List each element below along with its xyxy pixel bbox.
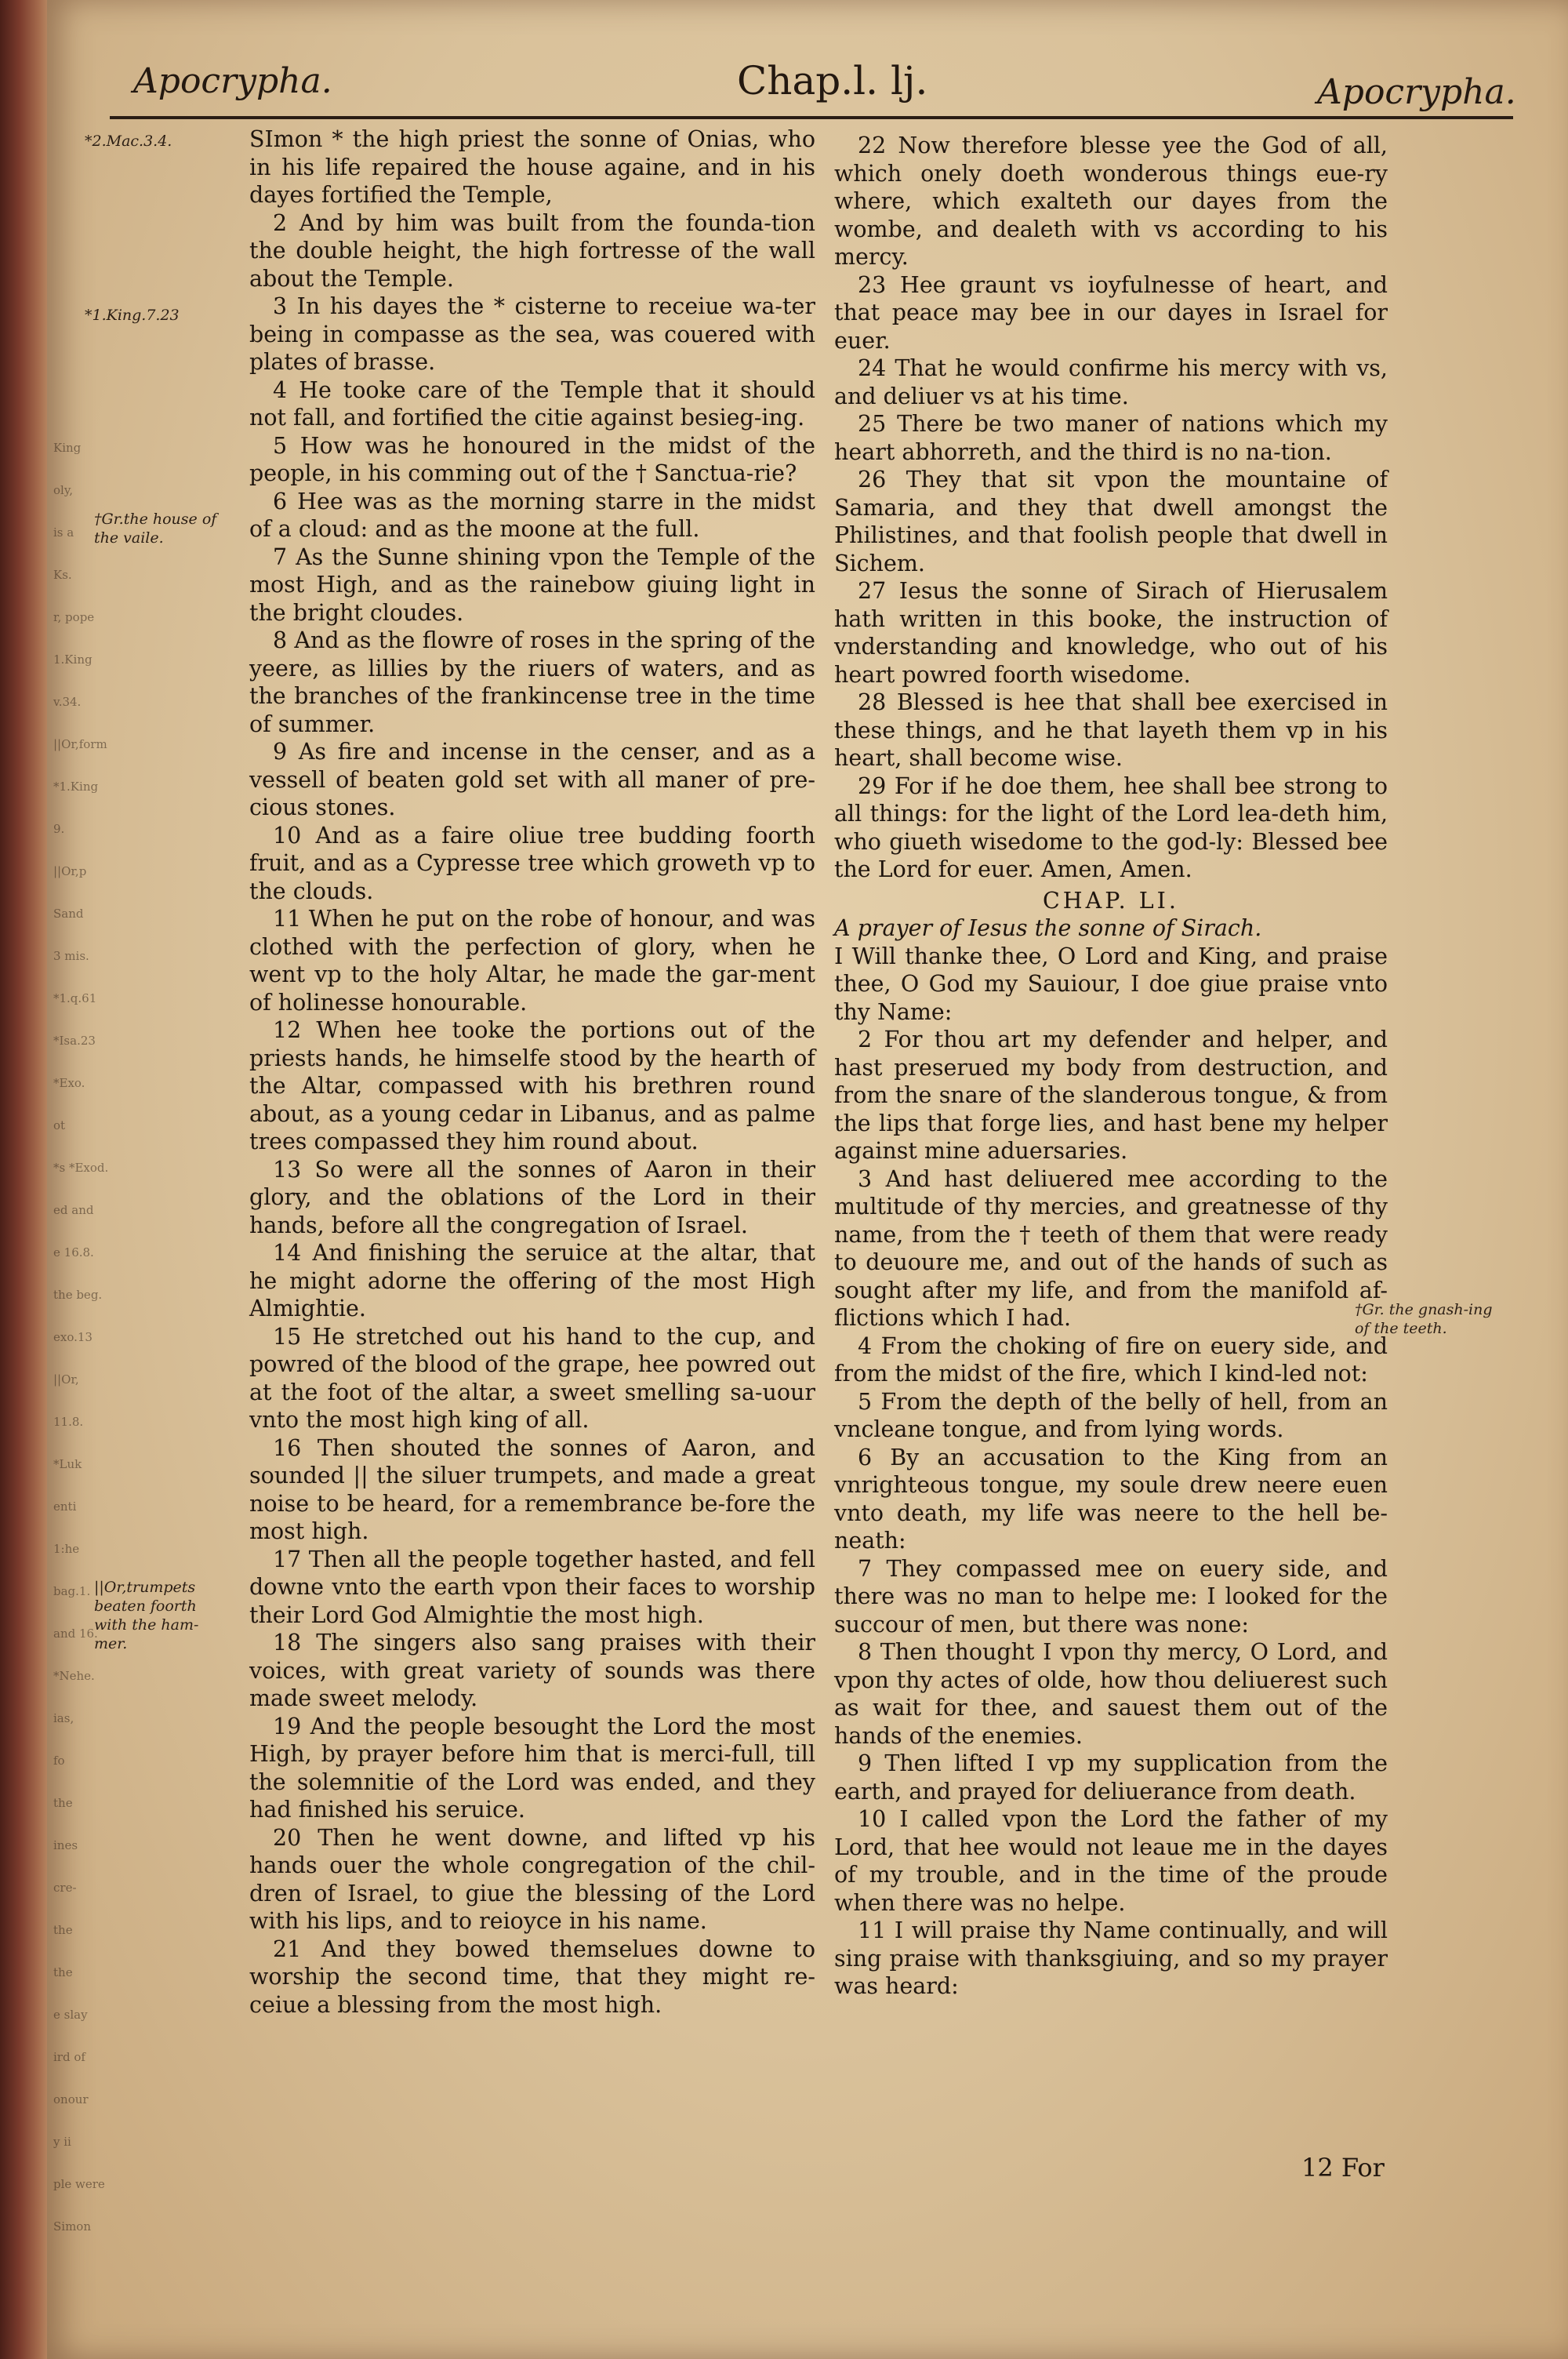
- right-verse-list-bottom: [834, 943, 1388, 2001]
- bleed-fragment: bag.1.: [53, 1584, 91, 1598]
- margin-note-teeth: †Gr. the gnash-ing of the teeth.: [1355, 1301, 1493, 1337]
- running-head-right: Apocrypha.: [1317, 72, 1516, 112]
- verse: 2 And by him was built from the founda-tion the double height, the high fortresse of the wall about the Temple.: [249, 209, 815, 292]
- verse: 3 And hast deliuered mee according to the multitude of thy mercies, and greatnesse of thy name, from the † teeth of them that were ready to deuoure me, and out of the hands of such as sought after my life, and from the manifold af-flictions which I had.: [834, 1165, 1388, 1331]
- right-text-column: [834, 132, 1388, 2001]
- verse: 19 And the people besought the Lord the most High, by prayer before him that is merci-full, till the solemnitie of the Lord was ended, and they had finished his seruice.: [249, 1713, 815, 1823]
- verse: 8 Then thought I vpon thy mercy, O Lord, and vpon thy actes of olde, how thou deliuerest such as wait for thee, and sauest them out of the hands of the enemies.: [834, 1639, 1388, 1749]
- bleed-fragment: enti: [53, 1499, 77, 1514]
- verse: 9 Then lifted I vp my supplication from the earth, and prayed for deliuerance from death.: [834, 1750, 1388, 1805]
- verse: 27 Iesus the sonne of Sirach of Hierusalem hath written in this booke, the instruction of vnderstanding and knowledge, who out of his heart powred foorth wisedome.: [834, 578, 1388, 688]
- bleed-fragment: and 16.: [53, 1627, 98, 1641]
- verse: SImon * the high priest the sonne of Onias, who in his life repaired the house againe, and in his dayes fortified the Temple,: [249, 126, 815, 208]
- bleed-fragment: the beg.: [53, 1288, 103, 1302]
- verse: 21 And they bowed themselues downe to worship the second time, that they might re-ceiue a blessing from the most high.: [249, 1936, 815, 2018]
- verse: 13 So were all the sonnes of Aaron in their glory, and the oblations of the Lord in their hands, before all the congregation of Israel.: [249, 1156, 815, 1238]
- bleed-fragment: Simon: [53, 2219, 91, 2234]
- bleed-fragment: *Isa.23: [53, 1034, 96, 1048]
- verse: 22 Now therefore blesse yee the God of all, which onely doeth wonderous things eue-ry where, which exalteth our dayes from the wombe, and dealeth with vs according to his mercy.: [834, 133, 1388, 270]
- bleed-fragment: ple were: [53, 2177, 105, 2191]
- bleed-fragment: oly,: [53, 483, 74, 497]
- verse: 8 And as the flowre of roses in the spring of the yeere, as lillies by the riuers of waters, and as the branches of the frankincense tree in the time of summer.: [249, 627, 815, 737]
- bleed-fragment: v.34.: [53, 695, 82, 709]
- margin-note-sanctuarie: †Gr.the house of the vaile.: [94, 511, 217, 547]
- running-head-chapter: Chap.l. lj.: [737, 58, 928, 104]
- verse: 4 From the choking of fire on euery side, and from the midst of the fire, which I kind-led not:: [834, 1332, 1388, 1387]
- verse: 4 He tooke care of the Temple that it should not fall, and fortified the citie against besieg-ing.: [249, 376, 815, 431]
- bleed-fragment: e slay: [53, 2008, 88, 2022]
- verse: 24 That he would confirme his mercy with vs, and deliuer vs at his time.: [834, 355, 1388, 409]
- chapter-summary: A prayer of Iesus the sonne of Sirach.: [834, 915, 1262, 941]
- verse: 2 For thou art my defender and helper, and hast preserued my body from destruction, and from the snare of the slanderous tongue, & from the lips that forge lies, and hast bene my helper against mine aduersaries.: [834, 1027, 1388, 1164]
- verse: 12 When hee tooke the portions out of the priests hands, he himselfe stood by the hearth of the Altar, compassed with his brethren round about, as a young cedar in Libanus, and as palme trees compassed they him round about.: [249, 1017, 815, 1154]
- bleed-fragment: onour: [53, 2092, 89, 2106]
- bleed-fragment: ird of: [53, 2050, 85, 2064]
- verse: 26 They that sit vpon the mountaine of Samaria, and they that dwell amongst the Philistines, and that foolish people that dwell in Sichem.: [834, 467, 1388, 576]
- right-verse-list-top: [834, 132, 1388, 884]
- bleed-fragment: the: [53, 1923, 73, 1937]
- bleed-fragment: *Nehe.: [53, 1669, 95, 1683]
- bleed-fragment: fo: [53, 1754, 65, 1768]
- verse: 14 And finishing the seruice at the altar, that he might adorne the offering of the most High Almightie.: [249, 1240, 815, 1321]
- bleed-fragment: cre-: [53, 1881, 77, 1895]
- verse: 28 Blessed is hee that shall bee exercised in these things, and he that layeth them vp in his heart, shall become wise.: [834, 689, 1388, 771]
- running-head-left: Apocrypha.: [133, 61, 332, 101]
- verse: 5 From the depth of the belly of hell, from an vncleane tongue, and from lying words.: [834, 1388, 1388, 1442]
- margin-note-2mac: *2.Mac.3.4.: [85, 133, 172, 150]
- bleed-fragment: *Exo.: [53, 1076, 85, 1090]
- verse: 10 And as a faire oliue tree budding foorth fruit, and as a Cypresse tree which groweth vp to the clouds.: [249, 822, 815, 904]
- verse: 15 He stretched out his hand to the cup, and powred of the blood of the grape, hee powred out at the foot of the altar, a sweet smelling sa-uour vnto the most high king of all.: [249, 1323, 815, 1433]
- bleed-fragment: r, pope: [53, 610, 95, 624]
- header-rule: [110, 116, 1513, 119]
- bleed-fragment: Ks.: [53, 568, 72, 582]
- bleed-fragment: e 16.8.: [53, 1245, 94, 1259]
- verse: 29 For if he doe them, hee shall bee strong to all things: for the light of the Lord lea-deth him, who giueth wisedome to the god-ly: Blessed bee the Lord for euer. Amen, Amen.: [834, 772, 1388, 882]
- bleed-fragment: 3 mis.: [53, 949, 89, 963]
- book-page: [47, 0, 1568, 2359]
- bleed-fragment: 1:he: [53, 1542, 80, 1556]
- bleed-fragment: 9.: [53, 822, 65, 836]
- chapter-heading: CHAP. LI.: [1042, 887, 1179, 914]
- bleed-fragment: the: [53, 1796, 73, 1810]
- bleed-fragment: ||Or,: [53, 1372, 79, 1387]
- left-text-column: [249, 125, 815, 2019]
- margin-note-trumpets: ||Or,trumpets beaten foorth with the ham-mer.: [94, 1579, 199, 1652]
- verse: 25 There be two maner of nations which my heart abhorreth, and the third is no na-tion.: [834, 411, 1388, 465]
- verse: 11 I will praise thy Name continually, and will sing praise with thanksgiuing, and so my prayer was heard:: [834, 1917, 1388, 1999]
- bleed-fragment: Sand: [53, 907, 84, 921]
- bleed-fragment: *s *Exod.: [53, 1161, 109, 1175]
- verse: 5 How was he honoured in the midst of the people, in his comming out of the † Sanctua-rie?: [249, 432, 815, 486]
- bleed-fragment: y ii: [53, 2135, 71, 2149]
- verse: 11 When he put on the robe of honour, and was clothed with the perfection of glory, when he went vp to the holy Altar, he made the gar-ment of holinesse honourable.: [249, 906, 815, 1016]
- bleed-fragment: ed and: [53, 1203, 94, 1217]
- verse: 18 The singers also sang praises with their voices, with great variety of sounds was there made sweet melody.: [249, 1630, 815, 1711]
- bleed-fragment: 1.King: [53, 652, 93, 667]
- bleed-fragment: exo.13: [53, 1330, 93, 1344]
- bleed-fragment: 11.8.: [53, 1415, 84, 1429]
- bleed-fragment: ot: [53, 1118, 66, 1132]
- catchword: 12 For: [1301, 2153, 1385, 2183]
- verse: 9 As fire and incense in the censer, and as a vessell of beaten gold set with all maner of pre-cious stones.: [249, 739, 815, 820]
- verse: 6 Hee was as the morning starre in the midst of a cloud: and as the moone at the full.: [249, 488, 815, 542]
- bleed-fragment: ||Or,p: [53, 864, 87, 878]
- verse: 23 Hee graunt vs ioyfulnesse of heart, and that peace may bee in our dayes in Israel for euer.: [834, 271, 1388, 354]
- verse: 16 Then shouted the sonnes of Aaron, and sounded || the siluer trumpets, and made a great noise to be heard, for a remembrance be-fore the most high.: [249, 1434, 815, 1544]
- verse: 7 They compassed mee on euery side, and there was no man to helpe me: I looked for the succour of men, but there was none:: [834, 1555, 1388, 1637]
- bleed-fragment: is a: [53, 525, 74, 540]
- bleed-fragment: *1.q.61: [53, 991, 97, 1005]
- bleed-fragment: ines: [53, 1838, 78, 1852]
- verse: 3 In his dayes the * cisterne to receiue wa-ter being in compasse as the sea, was couered with plates of brasse.: [249, 293, 815, 375]
- bleed-fragment: ias,: [53, 1711, 74, 1725]
- bleed-fragment: *1.King: [53, 780, 99, 794]
- verse: I Will thanke thee, O Lord and King, and praise thee, O God my Sauiour, I doe giue praise vnto thy Name:: [834, 943, 1388, 1025]
- bleed-fragment: King: [53, 441, 82, 455]
- margin-note-1king: *1.King.7.23: [85, 307, 180, 324]
- bleed-fragment: ||Or,form: [53, 737, 107, 751]
- bleed-fragment: the: [53, 1965, 73, 1979]
- verse: 20 Then he went downe, and lifted vp his hands ouer the whole congregation of the chil-dren of Israel, to giue the blessing of the Lord with his lips, and to reioyce in his name.: [249, 1824, 815, 1934]
- bleed-fragment: *Luk: [53, 1457, 82, 1471]
- verse: 6 By an accusation to the King from an vnrighteous tongue, my soule drew neere euen vnto death, my life was neere to the hell be-neath:: [834, 1444, 1388, 1554]
- left-verse-list: [249, 125, 815, 2019]
- verse: 10 I called vpon the Lord the father of my Lord, that hee would not leaue me in the dayes of my trouble, and in the time of the proude when there was no helpe.: [834, 1806, 1388, 1916]
- verse: 7 As the Sunne shining vpon the Temple of the most High, and as the rainebow giuing light in the bright cloudes.: [249, 543, 815, 626]
- verse: 17 Then all the people together hasted, and fell downe vnto the earth vpon their faces to worship their Lord God Almightie the most high.: [249, 1546, 815, 1628]
